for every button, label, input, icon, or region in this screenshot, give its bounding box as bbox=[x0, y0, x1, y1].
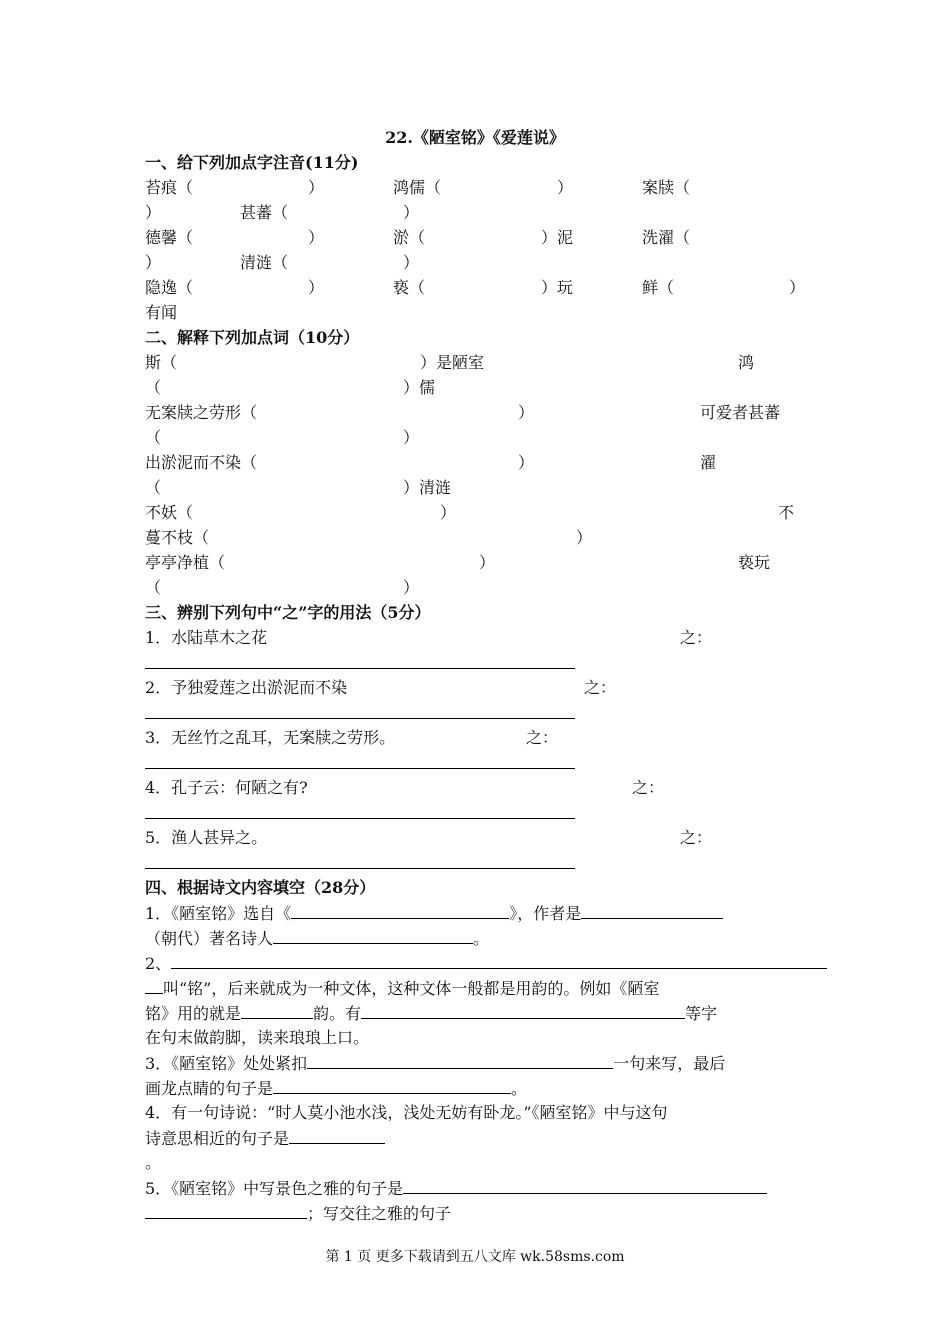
s3-answer-label-5: 之： bbox=[680, 828, 713, 847]
s1-item-youwen: 有闻 bbox=[145, 303, 178, 322]
section-3-heading: 三、辨别下列句中“之”字的用法（5分） bbox=[145, 603, 431, 622]
page-footer: 第 1 页 更多下载请到五八文库 wk.58sms.com bbox=[325, 1249, 625, 1265]
blank bbox=[273, 1078, 511, 1094]
s2-paren-close: ） bbox=[518, 403, 535, 422]
s2-paren-open: （ bbox=[145, 478, 162, 497]
s4-question-3-cont: 画龙点睛的句子是 。 bbox=[145, 1079, 528, 1098]
s3-question-5: 5．渔人甚异之。 bbox=[145, 828, 268, 847]
section-2-heading: 二、解释下列加点词（10分） bbox=[145, 328, 360, 347]
blank bbox=[581, 903, 723, 919]
s1-paren-close: ） bbox=[308, 228, 325, 247]
s2-item-bu: 不 bbox=[778, 503, 795, 522]
s2-item-hong-tail: ）儒 bbox=[403, 378, 436, 397]
s1-paren-close: ） bbox=[145, 253, 162, 272]
s2-item-si: 斯（ bbox=[145, 353, 178, 372]
s2-paren-close: ） bbox=[403, 428, 420, 447]
s2-paren-open: （ bbox=[145, 578, 162, 597]
blank bbox=[403, 1178, 767, 1194]
blank bbox=[361, 1003, 685, 1019]
s2-paren-open: （ bbox=[145, 378, 162, 397]
blank bbox=[307, 1053, 613, 1069]
section-1-heading: 一、给下列加点字注音(11分) bbox=[145, 153, 359, 172]
blank bbox=[171, 953, 827, 969]
s2-paren-close: ） bbox=[479, 553, 496, 572]
s3-answer-label-1: 之： bbox=[680, 628, 713, 647]
s3-answer-label-3: 之： bbox=[526, 728, 559, 747]
s2-item-buran: 出淤泥而不染（ bbox=[145, 453, 258, 472]
answer-line bbox=[145, 668, 575, 669]
s4-question-2-cont2: 铭》用的就是 韵。有 等字 bbox=[145, 1004, 718, 1023]
s1-item-qinglian: 清涟（ bbox=[240, 253, 289, 272]
s2-paren-close: ） bbox=[440, 503, 457, 522]
blank bbox=[241, 1003, 313, 1019]
s1-item-shenfan: 甚蕃（ bbox=[240, 203, 289, 222]
s1-item-andu: 案牍（ bbox=[642, 178, 691, 197]
s3-question-2: 2．予独爱莲之出淤泥而不染 bbox=[145, 678, 348, 697]
s1-paren-close: ） bbox=[557, 178, 574, 197]
s1-item-xizhuo: 洗濯（ bbox=[642, 228, 691, 247]
s1-paren-close: ） bbox=[403, 203, 420, 222]
s2-item-zhuo-tail: ）清涟 bbox=[403, 478, 452, 497]
s1-item-yu: 淤（ bbox=[393, 228, 426, 247]
document-title: 22.《陋室铭》《爱莲说》 bbox=[385, 128, 565, 147]
s4-question-4: 4．有一句诗说：“时人莫小池水浅，浅处无妨有卧龙。”《陋室铭》中与这句 bbox=[145, 1103, 668, 1122]
s3-answer-label-4: 之： bbox=[632, 778, 665, 797]
blank bbox=[145, 1203, 307, 1219]
s3-question-3: 3．无丝竹之乱耳，无案牍之劳形。 bbox=[145, 728, 396, 747]
s2-item-zhuo: 濯 bbox=[700, 453, 717, 472]
s2-item-jingzhi: 亭亭净植（ bbox=[145, 553, 226, 572]
s1-paren-close: ） bbox=[789, 278, 806, 297]
s4-question-1-cont: （朝代）著名诗人 。 bbox=[145, 929, 490, 948]
s4-question-2-cont: 叫“铭”，后来就成为一种文体，这种文体一般都是用韵的。例如《陋室 bbox=[145, 978, 659, 999]
s1-item-yu-ni: ）泥 bbox=[541, 228, 574, 247]
blank bbox=[291, 903, 509, 919]
s1-item-xie-wan: ）玩 bbox=[541, 278, 574, 297]
s3-question-4: 4．孔子云：何陋之有? bbox=[145, 778, 308, 797]
s1-paren-close: ） bbox=[308, 278, 325, 297]
s4-question-2-cont3: 在句末做韵脚，读来琅琅上口。 bbox=[145, 1028, 370, 1047]
blank bbox=[273, 928, 473, 944]
s1-item-xian: 鲜（ bbox=[642, 278, 675, 297]
s2-paren-close: ） bbox=[576, 528, 593, 547]
s1-paren-close: ） bbox=[145, 203, 162, 222]
s2-item-buyao: 不妖（ bbox=[145, 503, 194, 522]
s2-item-laoxing: 无案牍之劳形（ bbox=[145, 403, 258, 422]
s4-question-5: 5．《陋室铭》中写景色之雅的句子是 bbox=[145, 1178, 767, 1199]
blank bbox=[145, 978, 163, 994]
s4-question-4-end: 。 bbox=[145, 1153, 162, 1172]
s4-question-5-cont: ；写交往之雅的句子 bbox=[145, 1203, 451, 1224]
s1-item-yinyi: 隐逸（ bbox=[145, 278, 194, 297]
answer-line bbox=[145, 768, 575, 769]
s1-item-hongru: 鸿儒（ bbox=[393, 178, 442, 197]
s2-paren-open: （ bbox=[145, 428, 162, 447]
s4-question-2: 2、 bbox=[145, 953, 827, 974]
s2-item-manbuzhi: 蔓不枝（ bbox=[145, 528, 210, 547]
section-4-heading: 四、根据诗文内容填空（28分） bbox=[145, 878, 376, 897]
answer-line bbox=[145, 818, 575, 819]
answer-line bbox=[145, 868, 575, 869]
s2-item-hong: 鸿 bbox=[738, 353, 755, 372]
s1-item-taihen: 苔痕（ bbox=[145, 178, 194, 197]
s3-question-1: 1．水陆草木之花 bbox=[145, 628, 268, 647]
s1-item-dexin: 德馨（ bbox=[145, 228, 194, 247]
s2-item-si-tail: ）是陋室 bbox=[420, 353, 485, 372]
s2-paren-close: ） bbox=[403, 578, 420, 597]
s2-paren-close: ） bbox=[518, 453, 535, 472]
s4-question-1: 1．《陋室铭》选自《 》，作者是 bbox=[145, 903, 723, 924]
s1-item-xie: 亵（ bbox=[393, 278, 426, 297]
s2-item-xiewan: 亵玩 bbox=[738, 553, 771, 572]
s4-question-4-cont: 诗意思相近的句子是 bbox=[145, 1128, 385, 1149]
s2-item-shenfan: 可爱者甚蕃 bbox=[700, 403, 781, 422]
answer-line bbox=[145, 718, 575, 719]
s4-question-3: 3．《陋室铭》处处紧扣 一句来写，最后 bbox=[145, 1054, 726, 1073]
s3-answer-label-2: 之： bbox=[584, 678, 617, 697]
s1-paren-close: ） bbox=[403, 253, 420, 272]
blank bbox=[289, 1128, 385, 1144]
s1-paren-close: ） bbox=[308, 178, 325, 197]
